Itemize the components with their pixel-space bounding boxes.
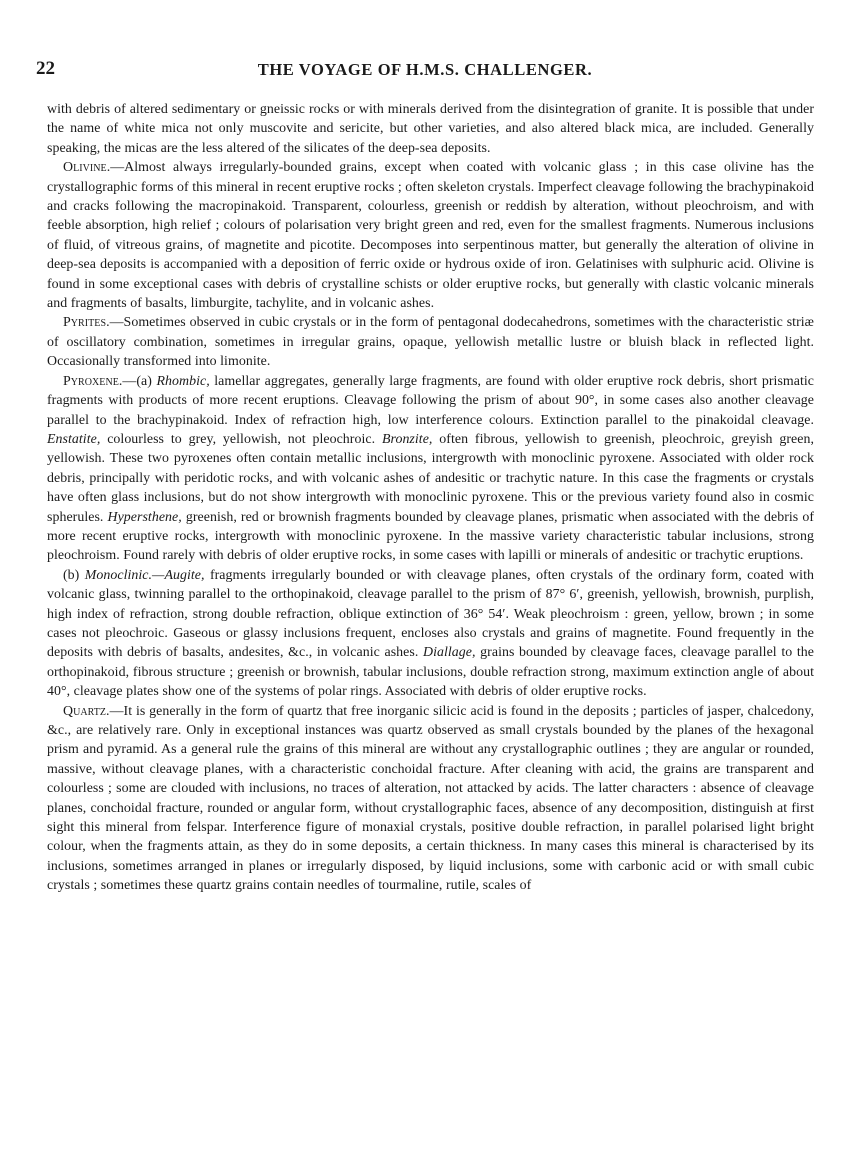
- section-heading-pyroxene: Pyroxene.: [63, 373, 123, 389]
- term-hypersthene: Hypersthene,: [107, 509, 182, 525]
- section-heading-olivine: Olivine.: [63, 160, 111, 176]
- term-rhombic: Rhombic,: [156, 373, 210, 389]
- paragraph-text: with debris of altered sedimentary or gneissic rocks or with minerals derived from the disintegration of granite. It is possible that under the name of white mica not only muscovite and sericite, but other varieties, and also altered black mica, are included. Generally speaking, the micas are the less altered of the silicates of the deep-sea deposits.: [47, 102, 814, 156]
- section-heading-pyrites: Pyrites.: [63, 315, 110, 331]
- term-enstatite: Enstatite,: [47, 431, 101, 447]
- paragraph-text: lamellar aggregates, generally large fragments, are found with older eruptive rock debris, short prismatic fragments with products of more recent eruptions. Cleavage following the prism of about 90°, in some cases also another cleavage parallel to the brachypinakoid. Index of refraction high, low interference colours. Extinction parallel to the pinakoidal cleavage.: [47, 373, 815, 428]
- paragraph-text: colourless to grey, yellowish, not pleochroic.: [100, 431, 382, 447]
- paragraph-text: —It is generally in the form of quartz that free inorganic silicic acid is found in the deposits ; particles of jasper, chalcedony, &c., are relatively rare. Only in exceptional instances was quartz observed as small crystals bounded by the planes of the hexagonal prism and pyramid. As a general rule the grains of this mineral are without any crystallographic outlines ; they are angular or rounded, massive, without cleavage planes, with a characteristic conchoidal fracture. After cleaning with acid, the grains are transparent and colourless ; some are clouded with inclusions, no traces of alteration, not attacked by acids. The latter characters : absence of cleavage planes, conchoidal fracture, rounded or angular form, without crystallographic faces, absence of any decomposition, distinguish at first sight this mineral from felspar. Interference figure of monaxial crystals, positive double refraction, in parallel polarised light bright colour, when the fragments attain, as they do in some deposits, a certain thickness. In many cases this mineral is characterised by its inclusions, sometimes arranged in planes or irregularly disposed, by liquid inclusions, some with carbonic acid or with small cubic crystals ; sometimes these quartz grains contain needles of tourmaline, rutile, scales of: [47, 703, 814, 894]
- paragraph-pyrites: [47, 313, 814, 371]
- paragraph-text: —(a): [122, 373, 157, 389]
- paragraph-pyroxene-monoclinic: [47, 566, 814, 702]
- page-header: [36, 58, 814, 84]
- body-text: [47, 100, 814, 896]
- paragraph-quartz: [47, 702, 814, 896]
- paragraph-text: greenish, red or brownish fragments bounded by cleavage planes, prismatic when associated with the debris of more recent eruptive rocks, intergrowth with monoclinic pyroxene. In the massive variety characteristic tabular inclusions, strong pleochroism. Found rarely with debris of older eruptive rocks, in some cases with lapilli or minerals of andesitic or trachytic eruptions.: [47, 509, 814, 564]
- term-bronzite: Bronzite,: [381, 431, 433, 447]
- term-diallage: Diallage,: [423, 645, 476, 661]
- page-number: 22: [36, 58, 55, 79]
- paragraph-text: —Sometimes observed in cubic crystals or in the form of pentagonal dodecahedrons, sometimes with the characteristic striæ of oscillatory combination, sometimes in irregular grains, opaque, yellowish metallic lustre or bluish black in reflected light. Occasionally transformed into limonite.: [47, 315, 814, 370]
- paragraph-text: (b): [63, 567, 85, 583]
- paragraph-text: often fibrous, yellowish to greenish, pleochroic, greyish green, yellowish. These two pyroxenes often contain metallic inclusions, intergrowth with monoclinic pyroxene. Associated with older rock debris, principally with peridotic rocks, and with volcanic ashes of andesitic or trachytic nature. In this case the fragments or crystals have often glass inclusions, but do not show intergrowth with monoclinic pyroxene. This or the previous variety found also in cosmic spherules.: [47, 431, 814, 525]
- paragraph-pyroxene-rhombic: [47, 372, 814, 566]
- paragraph-text: —Almost always irregularly-bounded grains, except when coated with volcanic glass ; in this case olivine has the crystallographic forms of this mineral in recent eruptive rocks ; often skeleton crystals. Imperfect cleavage following the brachypinakoid and cracks following the macropinakoid. Transparent, colourless, greenish or reddish by alteration, without pleochroism, and with feeble absorption, high relief ; colours of polarisation very bright green and red, even for the smallest fragments. Numerous inclusions of fluid, of vitreous grains, of magnetite and picotite. Decomposes into serpentinous matter, but generally the alteration of olivine in deep-sea deposits is accompanied with a deposition of ferric oxide or hydrous oxide of iron. Gelatinises with sulphuric acid. Olivine is found in some exceptional cases with debris of crystalline schists or older eruptive rocks, but generally with clastic volcanic minerals and fragments of basalts, limburgite, tachylite, and in volcanic ashes.: [47, 160, 814, 312]
- paragraph-text: grains bounded by cleavage faces, cleavage parallel to the orthopinakoid, fibrous structure ; greenish or brownish, tabular inclusions, double refraction strong, maximum extinction angle of about 40°, cleavage plates show one of the systems of polar rings. Associated with debris of older eruptive rocks.: [47, 645, 815, 700]
- paragraph-olivine: [47, 158, 814, 313]
- term-monoclinic-augite: Monoclinic.—Augite,: [84, 567, 205, 583]
- section-heading-quartz: Quartz.: [63, 703, 110, 719]
- running-title: THE VOYAGE OF H.M.S. CHALLENGER.: [257, 60, 593, 79]
- paragraph-text: fragments irregularly bounded or with cleavage planes, often crystals of the ordinary form, coated with volcanic glass, twinning parallel to the orthopinakoid, cleavage parallel to the prism of 87° 6′, greenish, yellowish, brownish, purplish, high index of refraction, strong double refraction, oblique extinction of 36° 54′. Weak pleochroism : green, yellow, brown ; in some cases not pleochroic. Gaseous or glassy inclusions frequent, encloses also crystals and grains of magnetite. Found frequently in the deposits with debris of basalts, andesites, &c., in volcanic ashes.: [47, 567, 814, 661]
- paragraph-mica-continuation: [47, 100, 814, 158]
